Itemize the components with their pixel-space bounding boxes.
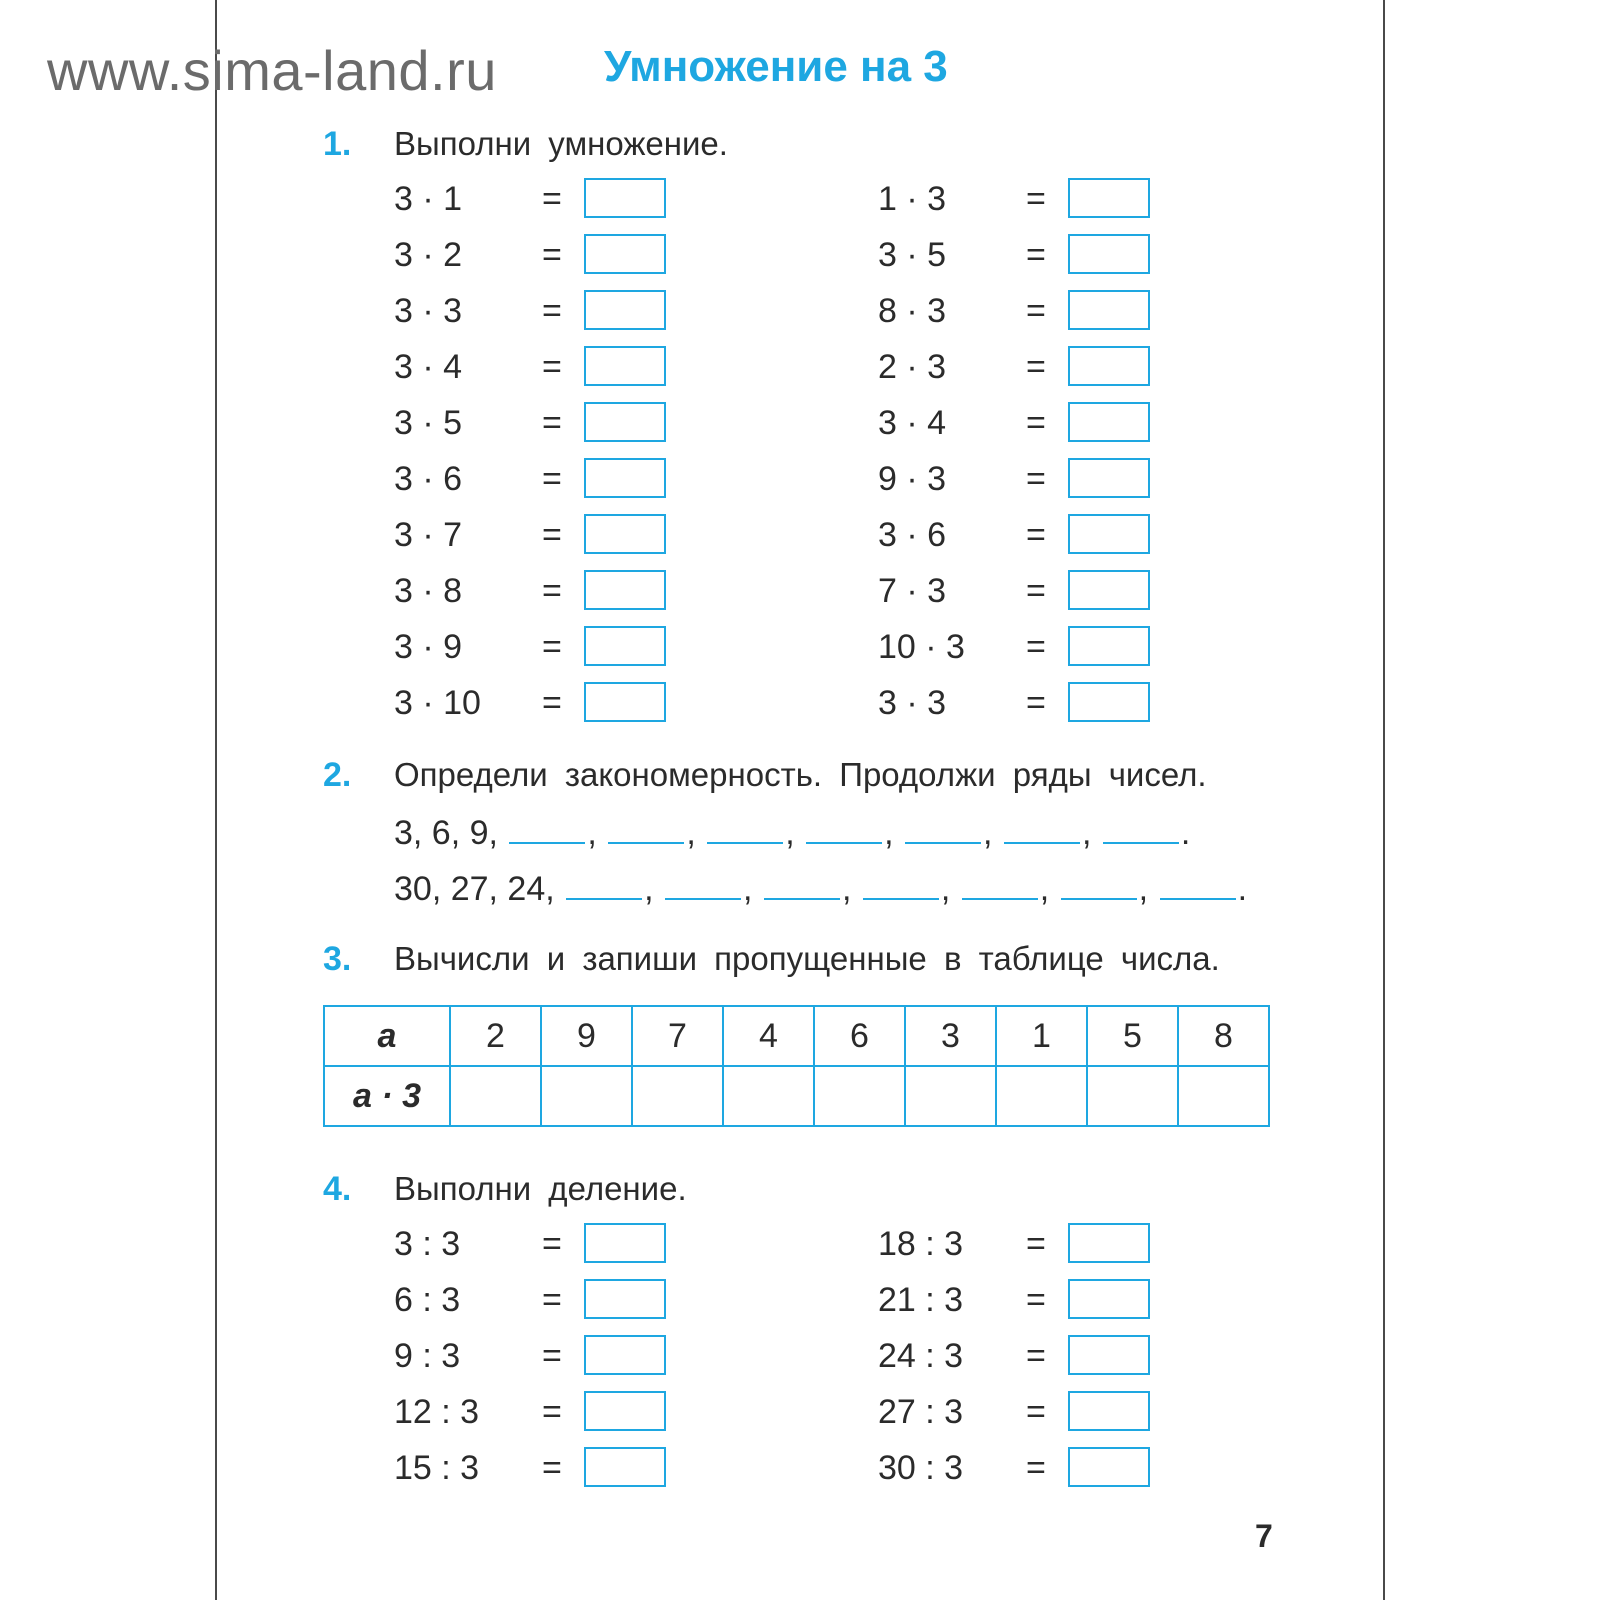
equation-row bbox=[394, 458, 694, 502]
table-answer-cell[interactable] bbox=[996, 1066, 1087, 1126]
table-answer-cell[interactable] bbox=[450, 1066, 541, 1126]
table-value-cell: 7 bbox=[632, 1006, 723, 1066]
equation-row bbox=[394, 1223, 694, 1267]
table-answer-cell[interactable] bbox=[723, 1066, 814, 1126]
table-answer-cell[interactable] bbox=[541, 1066, 632, 1126]
equals-sign: = bbox=[542, 1337, 562, 1375]
sequence-blank[interactable] bbox=[1160, 868, 1236, 900]
equation-expression: 3 · 4 bbox=[878, 404, 947, 442]
equals-sign: = bbox=[542, 404, 562, 442]
sequence-blank[interactable] bbox=[1004, 812, 1080, 844]
equation-expression: 7 · 3 bbox=[878, 572, 947, 610]
equals-sign: = bbox=[542, 348, 562, 386]
answer-box[interactable] bbox=[1068, 1279, 1150, 1319]
equals-sign: = bbox=[542, 628, 562, 666]
answer-box[interactable] bbox=[1068, 458, 1150, 498]
page-title: Умножение на 3 bbox=[604, 42, 948, 91]
equation-expression: 3 · 6 bbox=[394, 460, 463, 498]
equals-sign: = bbox=[1026, 1337, 1046, 1375]
equation-row bbox=[394, 570, 694, 614]
multiplication-table bbox=[323, 1005, 1270, 1127]
table-header-a3: a · 3 bbox=[324, 1066, 450, 1126]
answer-box[interactable] bbox=[1068, 234, 1150, 274]
equals-sign: = bbox=[1026, 348, 1046, 386]
equation-expression: 3 · 1 bbox=[394, 180, 463, 218]
answer-box[interactable] bbox=[584, 1223, 666, 1263]
table-row-a3 bbox=[324, 1066, 1269, 1126]
equation-row bbox=[394, 402, 694, 446]
equation-expression: 6 : 3 bbox=[394, 1281, 461, 1319]
equation-expression: 3 · 2 bbox=[394, 236, 463, 274]
table-answer-cell[interactable] bbox=[1178, 1066, 1269, 1126]
equation-row bbox=[878, 626, 1178, 670]
sequence-blank[interactable] bbox=[1103, 812, 1179, 844]
equation-row bbox=[878, 290, 1178, 334]
table-answer-cell[interactable] bbox=[1087, 1066, 1178, 1126]
answer-box[interactable] bbox=[584, 346, 666, 386]
equation-expression: 30 : 3 bbox=[878, 1449, 964, 1487]
answer-box[interactable] bbox=[1068, 1391, 1150, 1431]
sequence-blank[interactable] bbox=[806, 812, 882, 844]
answer-box[interactable] bbox=[1068, 402, 1150, 442]
task-1-text: Выполни умножение. bbox=[394, 125, 728, 162]
answer-box[interactable] bbox=[584, 458, 666, 498]
equation-row bbox=[394, 626, 694, 670]
equation-expression: 8 · 3 bbox=[878, 292, 947, 330]
sequence-start: 30, 27, 24, bbox=[394, 870, 555, 908]
table-answer-cell[interactable] bbox=[905, 1066, 996, 1126]
equals-sign: = bbox=[1026, 1393, 1046, 1431]
equation-row bbox=[394, 1391, 694, 1435]
answer-box[interactable] bbox=[584, 234, 666, 274]
equals-sign: = bbox=[542, 1225, 562, 1263]
equation-row bbox=[878, 178, 1178, 222]
equation-row bbox=[878, 1279, 1178, 1323]
sequence-blank[interactable] bbox=[863, 868, 939, 900]
equals-sign: = bbox=[542, 180, 562, 218]
table-value-cell: 4 bbox=[723, 1006, 814, 1066]
equation-expression: 9 : 3 bbox=[394, 1337, 461, 1375]
task-2-text: Определи закономерность. Продолжи ряды чисел. bbox=[394, 756, 1207, 793]
task-4-text: Выполни деление. bbox=[394, 1170, 687, 1207]
equals-sign: = bbox=[1026, 1225, 1046, 1263]
answer-box[interactable] bbox=[584, 514, 666, 554]
sequence-row-1: 3, 6, 9, , , , , , , . bbox=[394, 814, 1191, 852]
equals-sign: = bbox=[542, 236, 562, 274]
equation-row bbox=[878, 402, 1178, 446]
equation-row bbox=[394, 234, 694, 278]
table-value-cell: 8 bbox=[1178, 1006, 1269, 1066]
answer-box[interactable] bbox=[1068, 346, 1150, 386]
equation-expression: 3 · 9 bbox=[394, 628, 463, 666]
equals-sign: = bbox=[542, 292, 562, 330]
sequence-blank[interactable] bbox=[962, 868, 1038, 900]
task-3-text: Вычисли и запиши пропущенные в таблице числа. bbox=[394, 940, 1220, 977]
equals-sign: = bbox=[1026, 1281, 1046, 1319]
equals-sign: = bbox=[1026, 1449, 1046, 1487]
equation-expression: 24 : 3 bbox=[878, 1337, 964, 1375]
table-value-cell: 3 bbox=[905, 1006, 996, 1066]
equation-expression: 3 · 8 bbox=[394, 572, 463, 610]
sequence-blank[interactable] bbox=[608, 812, 684, 844]
equals-sign: = bbox=[542, 1281, 562, 1319]
equals-sign: = bbox=[542, 684, 562, 722]
table-row-a bbox=[324, 1006, 1269, 1066]
equals-sign: = bbox=[1026, 684, 1046, 722]
equation-row bbox=[394, 290, 694, 334]
equation-row bbox=[394, 1447, 694, 1491]
equation-row bbox=[878, 1335, 1178, 1379]
equals-sign: = bbox=[1026, 180, 1046, 218]
answer-box[interactable] bbox=[584, 570, 666, 610]
table-value-cell: 9 bbox=[541, 1006, 632, 1066]
answer-box[interactable] bbox=[1068, 290, 1150, 330]
equals-sign: = bbox=[1026, 572, 1046, 610]
task-3-number: 3. bbox=[323, 940, 352, 978]
page-right-edge bbox=[1383, 0, 1385, 1600]
equation-expression: 12 : 3 bbox=[394, 1393, 480, 1431]
watermark: www.sima-land.ru bbox=[47, 39, 497, 102]
equation-row bbox=[394, 178, 694, 222]
page-left-edge bbox=[215, 0, 217, 1600]
equation-row bbox=[394, 346, 694, 390]
table-header-a: a bbox=[324, 1006, 450, 1066]
equation-row bbox=[878, 346, 1178, 390]
sequence-blank[interactable] bbox=[764, 868, 840, 900]
sequence-blank[interactable] bbox=[566, 868, 642, 900]
equals-sign: = bbox=[542, 1393, 562, 1431]
answer-box[interactable] bbox=[1068, 1447, 1150, 1487]
task-1-number: 1. bbox=[323, 125, 352, 163]
equation-row bbox=[878, 514, 1178, 558]
table-answer-cell[interactable] bbox=[814, 1066, 905, 1126]
equation-expression: 3 · 10 bbox=[394, 684, 481, 722]
answer-box[interactable] bbox=[1068, 514, 1150, 554]
answer-box[interactable] bbox=[584, 1279, 666, 1319]
answer-box[interactable] bbox=[584, 178, 666, 218]
answer-box[interactable] bbox=[1068, 626, 1150, 666]
equals-sign: = bbox=[542, 516, 562, 554]
sequence-blank[interactable] bbox=[509, 812, 585, 844]
table-value-cell: 2 bbox=[450, 1006, 541, 1066]
equals-sign: = bbox=[1026, 236, 1046, 274]
equals-sign: = bbox=[1026, 628, 1046, 666]
equation-row bbox=[878, 1447, 1178, 1491]
answer-box[interactable] bbox=[584, 1335, 666, 1375]
sequence-blank[interactable] bbox=[665, 868, 741, 900]
equation-row bbox=[878, 682, 1178, 726]
equation-expression: 9 · 3 bbox=[878, 460, 947, 498]
equation-expression: 3 · 3 bbox=[394, 292, 463, 330]
answer-box[interactable] bbox=[584, 682, 666, 722]
table-value-cell: 1 bbox=[996, 1006, 1087, 1066]
answer-box[interactable] bbox=[1068, 682, 1150, 722]
equation-expression: 1 · 3 bbox=[878, 180, 947, 218]
table-value-cell: 5 bbox=[1087, 1006, 1178, 1066]
answer-box[interactable] bbox=[584, 1447, 666, 1487]
equation-expression: 21 : 3 bbox=[878, 1281, 964, 1319]
table-answer-cell[interactable] bbox=[632, 1066, 723, 1126]
equation-expression: 3 · 7 bbox=[394, 516, 463, 554]
answer-box[interactable] bbox=[584, 1391, 666, 1431]
equation-expression: 3 · 3 bbox=[878, 684, 947, 722]
equation-row bbox=[394, 1279, 694, 1323]
table-value-cell: 6 bbox=[814, 1006, 905, 1066]
answer-box[interactable] bbox=[1068, 178, 1150, 218]
equation-expression: 3 · 4 bbox=[394, 348, 463, 386]
answer-box[interactable] bbox=[584, 626, 666, 666]
equation-row bbox=[394, 682, 694, 726]
equation-expression: 3 · 5 bbox=[394, 404, 463, 442]
equation-row bbox=[878, 458, 1178, 502]
equals-sign: = bbox=[1026, 404, 1046, 442]
sequence-row-2: 30, 27, 24, , , , , , , . bbox=[394, 870, 1248, 908]
equation-row bbox=[878, 1391, 1178, 1435]
page-number: 7 bbox=[1255, 1518, 1273, 1554]
equals-sign: = bbox=[1026, 460, 1046, 498]
answer-box[interactable] bbox=[1068, 1335, 1150, 1375]
equation-expression: 3 · 5 bbox=[878, 236, 947, 274]
answer-box[interactable] bbox=[584, 290, 666, 330]
equation-expression: 10 · 3 bbox=[878, 628, 965, 666]
equation-expression: 27 : 3 bbox=[878, 1393, 964, 1431]
equation-expression: 2 · 3 bbox=[878, 348, 947, 386]
task-4-number: 4. bbox=[323, 1170, 352, 1208]
equals-sign: = bbox=[542, 460, 562, 498]
equals-sign: = bbox=[542, 572, 562, 610]
sequence-blank[interactable] bbox=[905, 812, 981, 844]
equals-sign: = bbox=[542, 1449, 562, 1487]
equation-expression: 3 · 6 bbox=[878, 516, 947, 554]
task-2-number: 2. bbox=[323, 756, 352, 794]
sequence-blank[interactable] bbox=[707, 812, 783, 844]
sequence-start: 3, 6, 9, bbox=[394, 814, 498, 852]
equation-row bbox=[878, 1223, 1178, 1267]
equation-row bbox=[394, 514, 694, 558]
equation-row bbox=[394, 1335, 694, 1379]
answer-box[interactable] bbox=[1068, 1223, 1150, 1263]
answer-box[interactable] bbox=[584, 402, 666, 442]
equation-row bbox=[878, 234, 1178, 278]
equation-expression: 15 : 3 bbox=[394, 1449, 480, 1487]
equation-expression: 18 : 3 bbox=[878, 1225, 964, 1263]
answer-box[interactable] bbox=[1068, 570, 1150, 610]
sequence-blank[interactable] bbox=[1061, 868, 1137, 900]
equals-sign: = bbox=[1026, 516, 1046, 554]
equals-sign: = bbox=[1026, 292, 1046, 330]
equation-row bbox=[878, 570, 1178, 614]
equation-expression: 3 : 3 bbox=[394, 1225, 461, 1263]
